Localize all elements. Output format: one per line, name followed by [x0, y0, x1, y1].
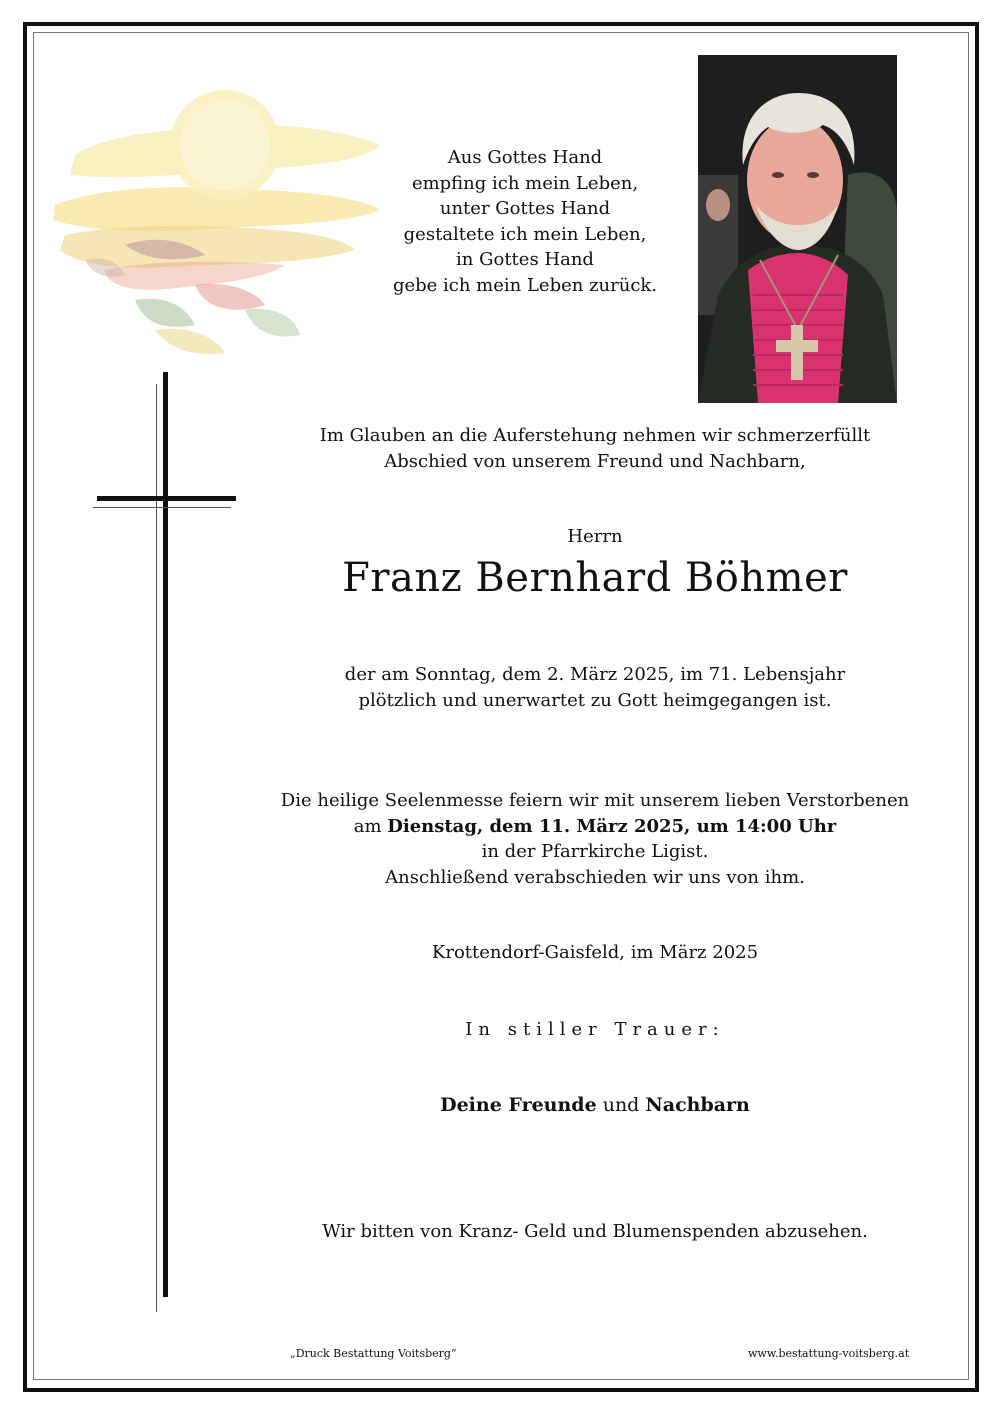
mourners: [270, 1093, 920, 1119]
mourners-neighbors: Nachbarn: [645, 1094, 750, 1116]
poem-line: in Gottes Hand: [456, 249, 594, 270]
mass-date: Dienstag, dem 11. März 2025, um 14:00 Uhr: [387, 815, 837, 837]
poem-line: Aus Gottes Hand: [447, 147, 603, 168]
intro-line: Abschied von unserem Freund und Nachbarn,: [384, 450, 806, 472]
intro-text: [270, 423, 920, 474]
mourners-connector: und: [596, 1094, 646, 1116]
place-date: Krottendorf-Gaisfeld, im März 2025: [431, 942, 759, 963]
death-notice: [270, 662, 920, 713]
salutation: Herrn: [567, 526, 623, 547]
death-notice-line: plötzlich und unerwartet zu Gott heimgegangen ist.: [358, 689, 832, 711]
deceased-name: Franz Bernhard Böhmer: [342, 555, 848, 601]
poem-line: empfing ich mein Leben,: [411, 172, 639, 194]
death-notice-line: der am Sonntag, dem 2. März 2025, im 71. Lebensjahr: [344, 664, 846, 685]
poem: [380, 145, 670, 298]
cross-horizontal-line: [93, 507, 231, 508]
portrait-photo: [698, 55, 897, 403]
donation-request: Wir bitten von Kranz- Geld und Blumenspenden abzusehen.: [322, 1221, 868, 1242]
mass-date-line: [270, 814, 920, 840]
cross-vertical-bar: [163, 372, 168, 1297]
mass-details: [270, 788, 920, 890]
mass-line: in der Pfarrkirche Ligist.: [481, 841, 709, 862]
mass-line: Die heilige Seelenmesse feiern wir mit unserem lieben Verstorbenen: [280, 790, 910, 811]
mourners-friends: Deine Freunde: [440, 1094, 597, 1116]
mourning-heading: In stiller Trauer:: [465, 1019, 725, 1040]
cross-horizontal-bar: [97, 496, 236, 501]
poem-line: gestaltete ich mein Leben,: [403, 223, 647, 245]
intro-line: Im Glauben an die Auferstehung nehmen wir schmerzerfüllt: [319, 425, 871, 446]
mass-date-prefix: am: [353, 815, 388, 837]
website-url: www.bestattung-voitsberg.at: [748, 1347, 910, 1360]
mass-line: Anschließend verabschieden wir uns von ihm.: [385, 866, 805, 888]
watercolor-sunset-illustration: [45, 85, 390, 360]
printer-credit: „Druck Bestattung Voitsberg“: [290, 1347, 457, 1360]
poem-line: unter Gottes Hand: [439, 198, 611, 219]
poem-line: gebe ich mein Leben zurück.: [392, 274, 658, 296]
cross-vertical-line: [156, 384, 157, 1312]
